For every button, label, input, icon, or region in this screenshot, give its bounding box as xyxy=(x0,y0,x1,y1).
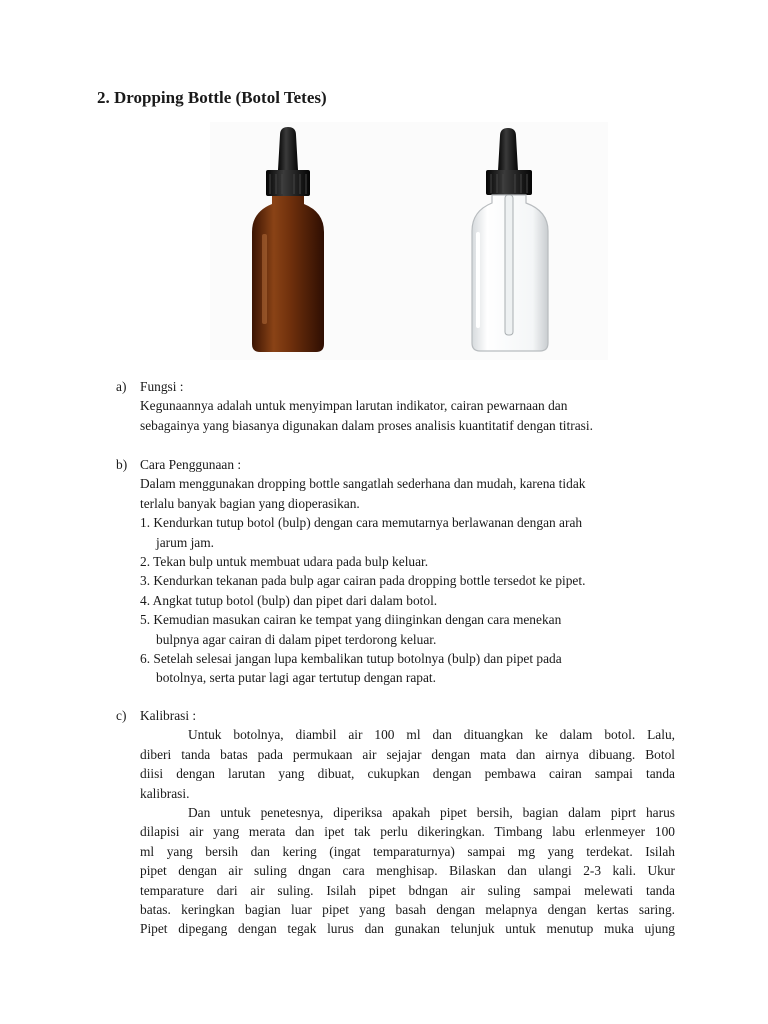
dropper-bottles-photo xyxy=(210,122,608,360)
dropper-bottles-figure xyxy=(210,122,608,360)
amber-dropper-bottle-icon xyxy=(252,127,324,352)
section-c-marker: c) xyxy=(116,708,127,723)
section-b-title: Cara Penggunaan : xyxy=(140,457,242,472)
step-6-continuation: botolnya, serta putar lagi agar tertutup dengan rapat. xyxy=(156,670,436,686)
step-1: 1. Kendurkan tutup botol (bulp) dengan cara memutarnya berlawanan dengan arah xyxy=(140,515,583,531)
step-1-continuation: jarum jam. xyxy=(156,534,215,550)
section-a-marker: a) xyxy=(116,379,127,394)
section-a-fungsi xyxy=(140,377,675,435)
step-5: 5. Kemudian masukan cairan ke tempat yang diinginkan dengan cara menekan xyxy=(140,612,562,628)
kalibrasi-para-2-line-4: pipet dengan air suling dngan cara menghisap. Bilaskan dan ulangi 2-3 kali. Ukur xyxy=(140,863,675,879)
step-5-continuation: bulpnya agar cairan di dalam pipet terdorong keluar. xyxy=(156,631,437,647)
kalibrasi-para-2-line-5: temparature dari air suling. Isilah pipet bdngan air suling sampai melewati tanda xyxy=(140,882,675,898)
kalibrasi-para-2-line-2: dilapisi air yang merata dan ipet tak perlu dikeringkan. Timbang labu erlenmeyer 100 xyxy=(140,824,675,840)
kalibrasi-para-2-line-7: Pipet dipegang dengan tegak lurus dan gunakan telunjuk untuk menutup muka ujung xyxy=(140,921,675,937)
section-heading: 2. Dropping Bottle (Botol Tetes) xyxy=(97,88,327,107)
section-b-marker: b) xyxy=(116,457,128,472)
section-b-intro-line-2: terlalu banyak bagian yang dioperasikan. xyxy=(140,495,360,511)
section-c-kalibrasi xyxy=(140,706,675,939)
kalibrasi-para-2-line-6: batas. keringkan bagian luar pipet yang basah dengan melapnya dengan kertas saring. xyxy=(140,902,675,918)
step-2: 2. Tekan bulp untuk membuat udara pada bulp keluar. xyxy=(140,554,429,570)
kalibrasi-para-2-line-3: ml yang bersih dan kering (ingat temparaturnya) sampai mg yang terdekat. Isilah xyxy=(140,843,675,859)
step-3: 3. Kendurkan tekanan pada bulp agar cairan pada dropping bottle tersedot ke pipet. xyxy=(140,573,586,589)
step-4: 4. Angkat tutup botol (bulp) dan pipet dari dalam botol. xyxy=(140,592,438,608)
kalibrasi-para-2-line-1: Dan untuk penetesnya, diperiksa apakah pipet bersih, bagian dalam piprt harus xyxy=(188,805,675,821)
section-a-line-1: Kegunaannya adalah untuk menyimpan larutan indikator, cairan pewarnaan dan xyxy=(140,398,568,414)
kalibrasi-para-1-line-2: diberi tanda batas pada permukaan air sejajar dengan mata dan airnya dibuang. Botol xyxy=(140,746,675,762)
section-a-line-2: sebagainya yang biasanya digunakan dalam proses analisis kuantitatif dengan titrasi. xyxy=(140,417,593,433)
section-b-intro-line-1: Dalam menggunakan dropping bottle sangatlah sederhana dan mudah, karena tidak xyxy=(140,476,586,492)
kalibrasi-para-1-line-4: kalibrasi. xyxy=(140,785,190,801)
step-6: 6. Setelah selesai jangan lupa kembalikan tutup botolnya (bulp) dan pipet pada xyxy=(140,651,562,667)
kalibrasi-para-1-line-1: Untuk botolnya, diambil air 100 ml dan dituangkan ke dalam botol. Lalu, xyxy=(188,727,675,743)
clear-dropper-bottle-icon xyxy=(472,128,548,351)
section-a-title: Fungsi : xyxy=(140,379,184,394)
section-c-title: Kalibrasi : xyxy=(140,708,197,723)
kalibrasi-para-1-line-3: diisi dengan larutan yang dibuat, cukupkan dengan pembawa cairan sampai tanda xyxy=(140,766,675,782)
section-b-cara-penggunaan xyxy=(140,455,675,688)
